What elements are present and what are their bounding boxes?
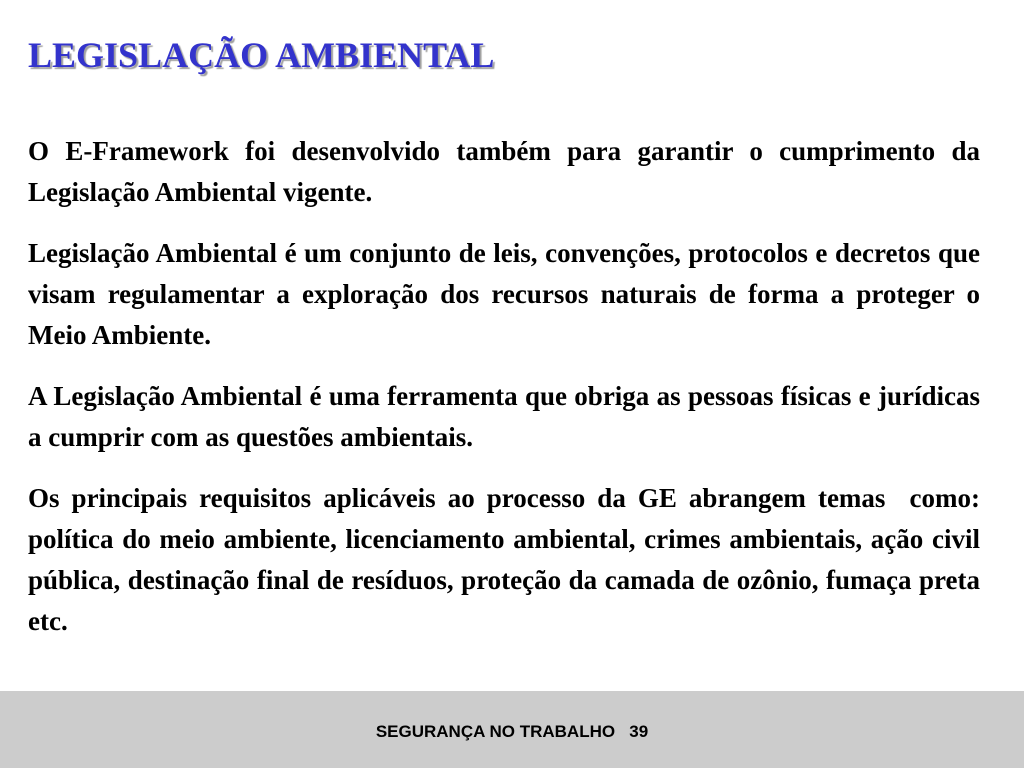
footer-bar [0,691,1024,768]
paragraph-requirements: Os principais requisitos aplicáveis ao processo da GE abrangem temas como: política do meio ambiente, licenciamento ambiental, crimes ambientais, ação civil pública, destinação final de resíduos, proteção da camada de ozônio, fumaça preta etc. [28,483,987,636]
paragraph-obligation: A Legislação Ambiental é uma ferramenta que obriga as pessoas físicas e jurídicas a cumprir com as questões ambientais. [28,381,987,452]
slide-body [28,131,987,662]
paragraph-definition: Legislação Ambiental é um conjunto de leis, convenções, protocolos e decretos que visam regulamentar a exploração dos recursos naturais de forma a proteger o Meio Ambiente. [28,238,987,350]
footer-text: SEGURANÇA NO TRABALHO 39 [375,722,649,741]
paragraph-intro: O E-Framework foi desenvolvido também para garantir o cumprimento da Legislação Ambiental vigente. [28,136,987,207]
slide-title: LEGISLAÇÃO AMBIENTAL [28,35,495,75]
